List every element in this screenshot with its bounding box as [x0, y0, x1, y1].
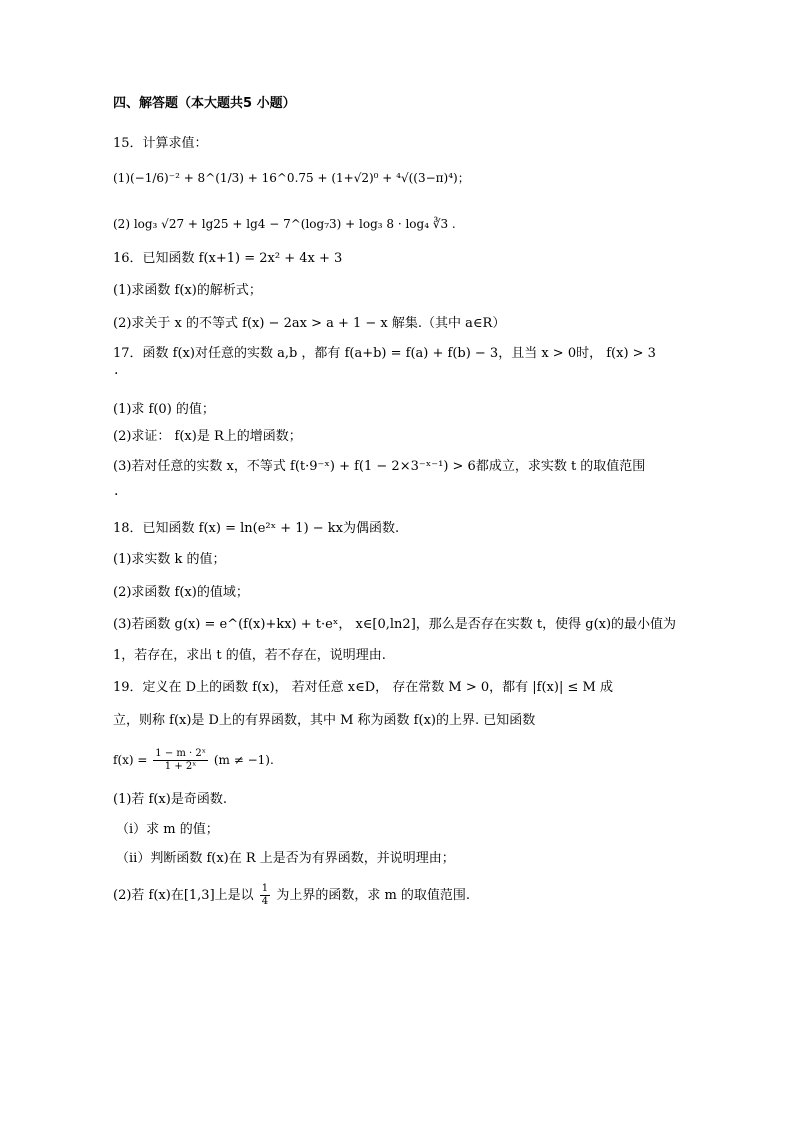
q17-part1: (1)求 f(0) 的值； — [113, 402, 215, 417]
q19-part2-fraction — [260, 883, 270, 908]
q19-stem-cont: 立，则称 f(x)是 D上的有界函数，其中 M 称为函数 f(x)的上界. 已知函数 — [113, 713, 536, 728]
q16-part1: (1)求函数 f(x)的解析式； — [113, 283, 262, 298]
q16-stem: 16．已知函数 f(x+1) = 2x² + 4x + 3 — [113, 251, 343, 266]
q17-part3-end: . — [114, 483, 119, 499]
q19-part2-text-a: (2)若 f(x)在[1,3]上是以 — [113, 888, 254, 903]
q19-part1-i: （i）求 m 的值； — [116, 822, 219, 837]
section-title: 四、解答题（本大题共5 小题） — [113, 96, 296, 111]
q17-stem: 17．函数 f(x)对任意的实数 a,b ，都有 f(a+b) = f(a) + f(b) − 3，且当 x > 0时， f(x) > 3 — [113, 346, 656, 361]
q19-part2 — [113, 882, 470, 910]
q17-part3: (3)若对任意的实数 x，不等式 f(t·9⁻ˣ) + f(1 − 2×3⁻ˣ⁻¹) > 6都成立，求实数 t 的取值范围 — [113, 459, 646, 474]
q19-part2-numerator: 1 — [261, 883, 269, 894]
q15-part2: (2) log₃ √27 + lg25 + lg4 − 7^(log₇3) + log₃ 8 · log₄ ∛3 . — [113, 217, 456, 231]
q18-part3: (3)若函数 g(x) = e^(f(x)+kx) + t·eˣ， x∈[0,ln2]，那么是否存在实数 t，使得 g(x)的最小值为 — [113, 617, 677, 632]
q16-part2: (2)求关于 x 的不等式 f(x) − 2ax > a + 1 − x 解集.（其中 a∈R） — [113, 316, 506, 331]
q19-stem: 19．定义在 D上的函数 f(x)， 若对任意 x∈D， 存在常数 M > 0，都有 |f(x)| ≤ M 成 — [113, 680, 613, 695]
q15-part1: (1)(−1/6)⁻² + 8^(1/3) + 16^0.75 + (1+√2)⁰ + ⁴√((3−π)⁴)； — [113, 171, 470, 185]
q17-part2: (2)求证： f(x)是 R上的增函数； — [113, 429, 302, 444]
q17-stem-end: . — [114, 362, 119, 378]
q19-function-definition — [113, 746, 274, 774]
q18-part2: (2)求函数 f(x)的值域； — [113, 585, 249, 600]
q18-part3-cont: 1，若存在，求出 t 的值，若不存在，说明理由. — [113, 648, 386, 663]
q19-part2-denominator: 4 — [261, 896, 269, 907]
q19-func-left: f(x) = — [113, 753, 148, 767]
q15-stem: 15．计算求值： — [113, 136, 208, 151]
q19-part1-ii: （ii）判断函数 f(x)在 R 上是否为有界函数，并说明理由； — [116, 851, 455, 866]
q19-part2-text-b: 为上界的函数，求 m 的取值范围. — [276, 888, 471, 903]
q19-part1: (1)若 f(x)是奇函数. — [113, 792, 227, 807]
q19-func-fraction — [153, 748, 208, 773]
q18-part1: (1)求实数 k 的值； — [113, 552, 226, 567]
q18-stem: 18．已知函数 f(x) = ln(e²ˣ + 1) − kx为偶函数. — [113, 521, 400, 536]
q19-func-denominator: 1 + 2ˣ — [164, 761, 197, 772]
q19-func-right: (m ≠ −1). — [213, 753, 274, 767]
q19-func-numerator: 1 − m · 2ˣ — [155, 748, 206, 759]
